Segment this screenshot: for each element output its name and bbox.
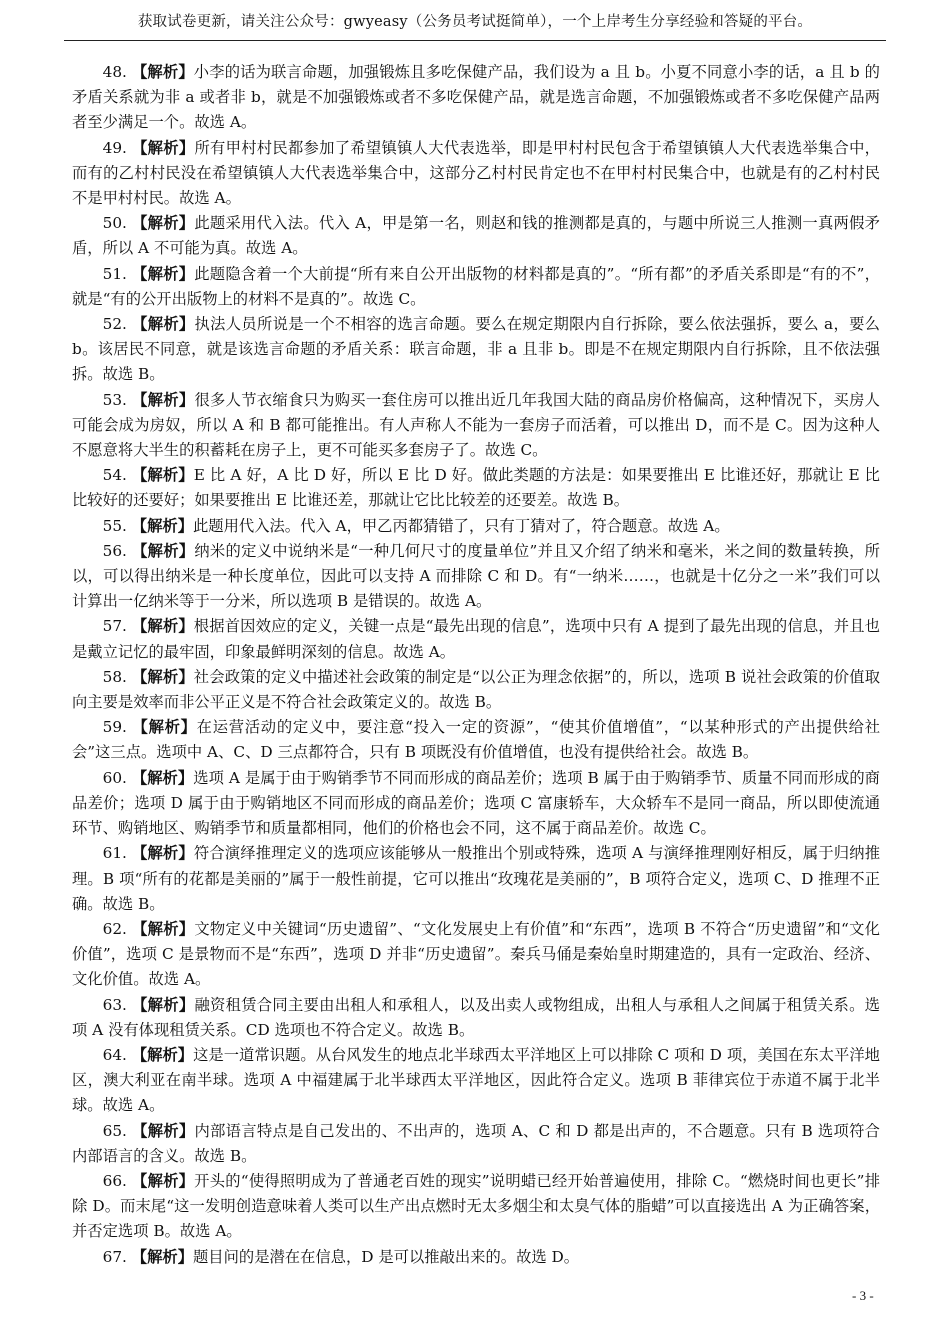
analysis-tag: 【解析】: [131, 516, 193, 535]
page-number: - 3 -: [852, 1288, 874, 1303]
question-number: 52.: [102, 315, 127, 334]
explanation-item: [72, 312, 880, 388]
analysis-tag: 【解析】: [131, 768, 194, 787]
explanation-item: [72, 539, 880, 615]
explanation-item: [72, 1169, 880, 1245]
question-number: 54.: [102, 466, 127, 485]
explanation-text: 很多人节衣缩食只为购买一套住房可以推出近几年我国大陆的商品房价格偏高，这种情况下，买房人可能会成为房奴，所以 A 和 B 都可能推出。有人声称人不能为一套房子而活着，可以推出 D，而不是 C。因为这种人不愿意将大半生的积蓄耗在房子上，更不可能买多套房子了。故选 C。: [72, 390, 880, 460]
header-divider: [64, 40, 886, 41]
analysis-tag: 【解析】: [132, 390, 195, 409]
question-number: 59.: [102, 718, 127, 737]
explanation-text: E 比 A 好，A 比 D 好，所以 E 比 D 好。做此类题的方法是：如果要推出 E 比谁还好，那就让 E 比比较好的还要好；如果要推出 E 比谁还差，那就让它比比较差的还要差。故选 B。: [72, 466, 880, 510]
explanation-item: [72, 1245, 880, 1270]
question-number: 49.: [102, 138, 127, 157]
analysis-tag: 【解析】: [131, 844, 194, 863]
analysis-tag: 【解析】: [132, 138, 195, 157]
analysis-tag: 【解析】: [132, 264, 195, 283]
question-number: 58.: [102, 667, 127, 686]
question-number: 64.: [102, 1045, 127, 1064]
analysis-tag: 【解析】: [132, 1171, 195, 1190]
analysis-tag: 【解析】: [132, 919, 195, 938]
explanation-text: 在运营活动的定义中，要注意“投入一定的资源”，“使其价值增值”，“以某种形式的产出提供给社会”这三点。选项中 A、C、D 三点都符合，只有 B 项既没有价值增值，也没有提供给社会。故选 B。: [72, 718, 880, 762]
explanation-text: 内部语言特点是自己发出的、不出声的，选项 A、C 和 D 都是出声的，不合题意。只有 B 选项符合内部语言的含义。故选 B。: [72, 1121, 880, 1165]
analysis-tag: 【解析】: [132, 995, 195, 1014]
question-number: 53.: [102, 390, 127, 409]
explanation-item: [72, 136, 880, 212]
explanation-item: [72, 917, 880, 993]
explanation-item: [72, 211, 880, 261]
analysis-tag: 【解析】: [131, 617, 194, 636]
explanation-item: [72, 60, 880, 136]
explanation-item: [72, 614, 880, 664]
explanation-item: [72, 388, 880, 464]
explanation-text: 根据首因效应的定义，关键一点是“最先出现的信息”，选项中只有 A 提到了最先出现的信息，并且也是戴立记忆的最牢固，印象最鲜明深刻的信息。故选 A。: [72, 617, 880, 661]
analysis-tag: 【解析】: [132, 214, 195, 233]
analysis-tag: 【解析】: [131, 1045, 194, 1064]
question-number: 65.: [102, 1121, 127, 1140]
question-number: 48.: [102, 63, 127, 81]
question-number: 50.: [102, 214, 127, 233]
explanation-item: [72, 1043, 880, 1119]
explanation-text: 开头的“使得照明成为了普通老百姓的现实”说明蜡已经开始普遍使用，排除 C。“燃烧时间也更长”排除 D。而末尾“这一发明创造意味着人类可以生产出点燃时无太多烟尘和太臭气体的脂蜡”可以直接选出 A 为正确答案，并否定选项 B。故选 A。: [72, 1171, 880, 1241]
analysis-tag: 【解析】: [132, 1121, 195, 1140]
explanation-item: [72, 262, 880, 312]
explanation-text: 小李的话为联言命题，加强锻炼且多吃保健产品，我们设为 a 且 b。小夏不同意小李的话，a 且 b 的矛盾关系就为非 a 或者非 b，就是不加强锻炼或者不多吃保健产品，就是选言命题，不加强锻炼或者不多吃保健产品两者至少满足一个。故选 A。: [72, 63, 880, 132]
explanation-item: [72, 715, 880, 765]
explanation-text: 此题采用代入法。代入 A，甲是第一名，则赵和钱的推测都是真的，与题中所说三人推测一真两假矛盾，所以 A 不可能为真。故选 A。: [72, 214, 880, 258]
analysis-tag: 【解析】: [131, 466, 194, 485]
explanation-text: 选项 A 是属于由于购销季节不同而形成的商品差价；选项 B 属于由于购销季节、质量不同而形成的商品差价；选项 D 属于由于购销地区不同而形成的商品差价；选项 C 富康轿车，大众轿车不是同一商品，所以即使流通环节、购销地区、购销季节和质量都相同，他们的价格也会不同，这不属于商品差价。故选 C。: [72, 768, 880, 838]
analysis-tag: 【解析】: [131, 667, 194, 686]
explanation-item: [72, 1119, 880, 1169]
explanation-text: 纳米的定义中说纳米是“一种几何尺寸的度量单位”并且又介绍了纳米和毫米，米之间的数量转换，所以，可以得出纳米是一种长度单位，因此可以支持 A 而排除 C 和 D。有“一纳米……，也就是十亿分之一米”我们可以计算出一亿纳米等于一分米，所以选项 B 是错误的。故选 A。: [72, 541, 880, 611]
question-number: 56.: [102, 541, 127, 560]
explanation-text: 融资租赁合同主要由出租人和承租人，以及出卖人或物组成，出租人与承租人之间属于租赁关系。选项 A 没有体现租赁关系。CD 选项也不符合定义。故选 B。: [72, 995, 880, 1039]
question-number: 55.: [102, 516, 127, 535]
question-number: 61.: [102, 844, 127, 863]
analysis-tag: 【解析】: [132, 315, 195, 334]
question-number: 51.: [102, 264, 127, 283]
analysis-tag: 【解析】: [131, 63, 194, 81]
analysis-tag: 【解析】: [132, 718, 197, 737]
explanation-text: 文物定义中关键词“历史遗留”、“文化发展史上有价值”和“东西”，选项 B 不符合“历史遗留”和“文化价值”，选项 C 是景物而不是“东西”，选项 D 并非“历史遗留”。秦兵马俑是秦始皇时期建造的，具有一定政治、经济、文化价值。故选 A。: [72, 919, 880, 989]
question-number: 60.: [102, 768, 127, 787]
explanation-text: 题目问的是潜在在信息，D 是可以推敲出来的。故选 D。: [193, 1247, 580, 1266]
question-number: 63.: [102, 995, 127, 1014]
explanation-text: 此题用代入法。代入 A，甲乙丙都猜错了，只有丁猜对了，符合题意。故选 A。: [193, 516, 730, 535]
explanation-text: 这是一道常识题。从台风发生的地点北半球西太平洋地区上可以排除 C 项和 D 项，美国在东太平洋地区，澳大利亚在南半球。选项 A 中福建属于北半球西太平洋地区，因此符合定义。选项 B 菲律宾位于赤道不属于北半球。故选 A。: [72, 1045, 880, 1115]
explanation-text: 符合演绎推理定义的选项应该能够从一般推出个别或特殊，选项 A 与演绎推理刚好相反，属于归纳推理。B 项“所有的花都是美丽的”属于一般性前提，它可以推出“玫瑰花是美丽的”，B 项符合定义，选项 C、D 推理不正确。故选 B。: [72, 844, 880, 913]
question-number: 57.: [102, 617, 127, 636]
question-number: 66.: [102, 1171, 127, 1190]
explanation-text: 所有甲村村民都参加了希望镇镇人大代表选举，即是甲村村民包含于希望镇镇人大代表选举集合中，而有的乙村村民没在希望镇镇人大代表选举集合中，这部分乙村村民肯定也不在甲村村民集合中，也就是有的乙村村民不是甲村村民。故选 A。: [72, 138, 880, 208]
page-header: 获取试卷更新，请关注公众号：gwyeasy（公务员考试挺简单），一个上岸考生分享经验和答疑的平台。: [137, 14, 813, 30]
analysis-tag: 【解析】: [131, 1247, 193, 1266]
explanation-item: [72, 766, 880, 842]
explanation-text: 执法人员所说是一个不相容的选言命题。要么在规定期限内自行拆除，要么依法强拆，要么 a，要么 b。该居民不同意，就是该选言命题的矛盾关系：联言命题，非 a 且非 b。即是不在规定期限内自行拆除，且不依法强拆。故选 B。: [72, 315, 880, 384]
explanation-item: [72, 463, 880, 513]
explanation-item: [72, 665, 880, 715]
explanation-text: 此题隐含着一个大前提“所有来自公开出版物的材料都是真的”。“所有都”的矛盾关系即是“有的不”，就是“有的公开出版物上的材料不是真的”。故选 C。: [72, 264, 880, 308]
explanation-item: [72, 841, 880, 917]
analysis-tag: 【解析】: [132, 541, 195, 560]
explanation-item: [72, 514, 880, 539]
explanation-item: [72, 993, 880, 1043]
question-number: 67.: [102, 1247, 127, 1266]
answer-explanations: [72, 60, 880, 1270]
question-number: 62.: [102, 919, 127, 938]
explanation-text: 社会政策的定义中描述社会政策的制定是“以公正为理念依据”的，所以，选项 B 说社会政策的价值取向主要是效率而非公平正义是不符合社会政策定义的。故选 B。: [72, 667, 880, 712]
